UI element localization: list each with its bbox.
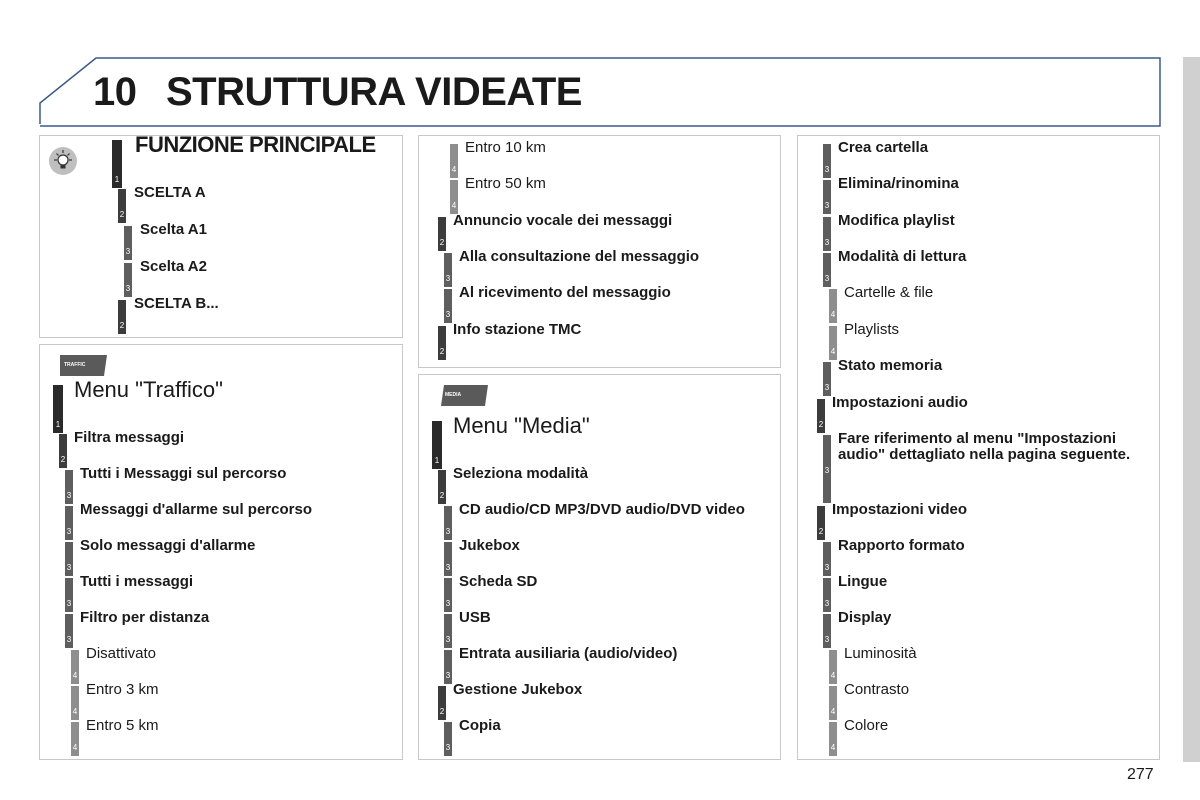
traffic-menu-title: Menu "Traffico": [74, 377, 223, 402]
item-label: Entro 5 km: [86, 717, 159, 734]
media-menu-title: Menu "Media": [453, 413, 590, 438]
level-badge: 3: [823, 180, 831, 214]
panel-media-menu: [418, 374, 781, 760]
item-label: Info stazione TMC: [453, 321, 582, 338]
level-badge: 4: [829, 326, 837, 360]
level-badge: 3: [823, 435, 831, 503]
page-number: 277: [1127, 766, 1154, 783]
level-badge: 3: [444, 253, 452, 287]
item-label: Seleziona modalità: [453, 465, 589, 482]
item-label: Lingue: [838, 573, 888, 590]
level-badge: 2: [817, 399, 825, 433]
item-label: Entro 10 km: [465, 139, 546, 156]
level-badge: 4: [71, 686, 79, 720]
chapter-title: STRUTTURA VIDEATE: [166, 70, 582, 114]
level-badge: 3: [124, 263, 132, 297]
item-label: Messaggi d'allarme sul percorso: [80, 501, 312, 518]
level-badge: 3: [444, 506, 452, 540]
level-badge: 1: [53, 385, 63, 433]
traffic-tag-icon: [60, 355, 107, 376]
level-badge: 4: [829, 650, 837, 684]
level-badge: 4: [450, 180, 458, 214]
item-label: Annuncio vocale dei messaggi: [453, 212, 673, 229]
item-label: Impostazioni audio: [832, 394, 968, 411]
item-label: Cartelle & file: [844, 284, 934, 301]
item-label: Modifica playlist: [838, 212, 955, 229]
item-label: Playlists: [844, 321, 900, 338]
level-badge: 3: [823, 362, 831, 396]
level-badge: 4: [450, 144, 458, 178]
item-label: Disattivato: [86, 645, 157, 662]
item-label: Stato memoria: [838, 357, 943, 374]
item-label: Display: [838, 609, 892, 626]
level-badge: 3: [823, 253, 831, 287]
level-badge: 2: [118, 300, 126, 334]
item-label: Impostazioni video: [832, 501, 968, 518]
item-label: SCELTA B...: [134, 295, 219, 312]
item-label: Scheda SD: [459, 573, 538, 590]
level-badge: 3: [444, 614, 452, 648]
chapter-header: [0, 0, 1170, 135]
level-badge: 3: [823, 614, 831, 648]
item-label: Colore: [844, 717, 889, 734]
item-label-continued: audio" dettagliato nella pagina seguente.: [838, 446, 1131, 463]
item-label: USB: [459, 609, 491, 626]
item-label: Luminosità: [844, 645, 917, 662]
level-badge: 3: [823, 578, 831, 612]
main-function-title: FUNZIONE PRINCIPALE: [135, 132, 376, 157]
item-label: Jukebox: [459, 537, 520, 554]
panel-main-function: [39, 132, 403, 338]
level-badge: 4: [829, 722, 837, 756]
item-label: Entro 50 km: [465, 175, 546, 192]
item-label: Rapporto formato: [838, 537, 965, 554]
level-badge: 3: [823, 217, 831, 251]
item-label: Modalità di lettura: [838, 248, 967, 265]
item-label: Filtro per distanza: [80, 609, 210, 626]
panel-traffic-continued: [418, 135, 781, 368]
traffic-tag-label: TRAFFIC: [64, 362, 86, 368]
level-badge: 2: [59, 434, 67, 468]
chapter-number: 10: [93, 70, 137, 114]
item-label: Copia: [459, 717, 501, 734]
level-badge: 1: [112, 140, 122, 188]
panel-media-continued: [797, 135, 1160, 760]
page-edge-strip: [1183, 57, 1200, 762]
item-label: Solo messaggi d'allarme: [80, 537, 256, 554]
light-bulb-icon: [48, 146, 78, 176]
level-badge: 3: [124, 226, 132, 260]
item-label: CD audio/CD MP3/DVD audio/DVD video: [459, 501, 745, 518]
level-badge: 2: [817, 506, 825, 540]
level-badge: 3: [444, 578, 452, 612]
item-label: Alla consultazione del messaggio: [459, 248, 700, 265]
media-tag-label: MEDIA: [445, 392, 462, 398]
level-badge: 4: [71, 722, 79, 756]
level-badge: 3: [65, 614, 73, 648]
level-badge: 3: [444, 650, 452, 684]
level-badge: 2: [438, 470, 446, 504]
item-label: Al ricevimento del messaggio: [459, 284, 671, 301]
level-badge: 2: [438, 217, 446, 251]
media-tag-icon: [441, 385, 488, 406]
item-label: Crea cartella: [838, 139, 929, 156]
level-badge: 3: [65, 578, 73, 612]
level-badge: 4: [829, 289, 837, 323]
level-badge: 2: [438, 686, 446, 720]
item-label: Filtra messaggi: [74, 429, 185, 446]
level-badge: 3: [65, 542, 73, 576]
item-label: Tutti i Messaggi sul percorso: [80, 465, 287, 482]
item-label: Fare riferimento al menu "Impostazioni: [838, 430, 1116, 447]
level-badge: 1: [432, 421, 442, 469]
level-badge: 3: [65, 470, 73, 504]
level-badge: 3: [444, 722, 452, 756]
item-label: Scelta A2: [140, 258, 207, 275]
item-label: Gestione Jukebox: [453, 681, 583, 698]
panel-traffic-menu: [39, 344, 403, 760]
item-label: SCELTA A: [134, 184, 206, 201]
level-badge: 3: [444, 542, 452, 576]
level-badge: 3: [444, 289, 452, 323]
item-label: Entro 3 km: [86, 681, 159, 698]
level-badge: 3: [823, 542, 831, 576]
level-badge: 3: [823, 144, 831, 178]
item-label: Contrasto: [844, 681, 910, 698]
level-badge: 2: [118, 189, 126, 223]
level-badge: 4: [71, 650, 79, 684]
item-label: Scelta A1: [140, 221, 207, 238]
level-badge: 3: [65, 506, 73, 540]
level-badge: 2: [438, 326, 446, 360]
item-label: Elimina/rinomina: [838, 175, 959, 192]
item-label: Tutti i messaggi: [80, 573, 194, 590]
level-badge: 4: [829, 686, 837, 720]
item-label: Entrata ausiliaria (audio/video): [459, 645, 678, 662]
